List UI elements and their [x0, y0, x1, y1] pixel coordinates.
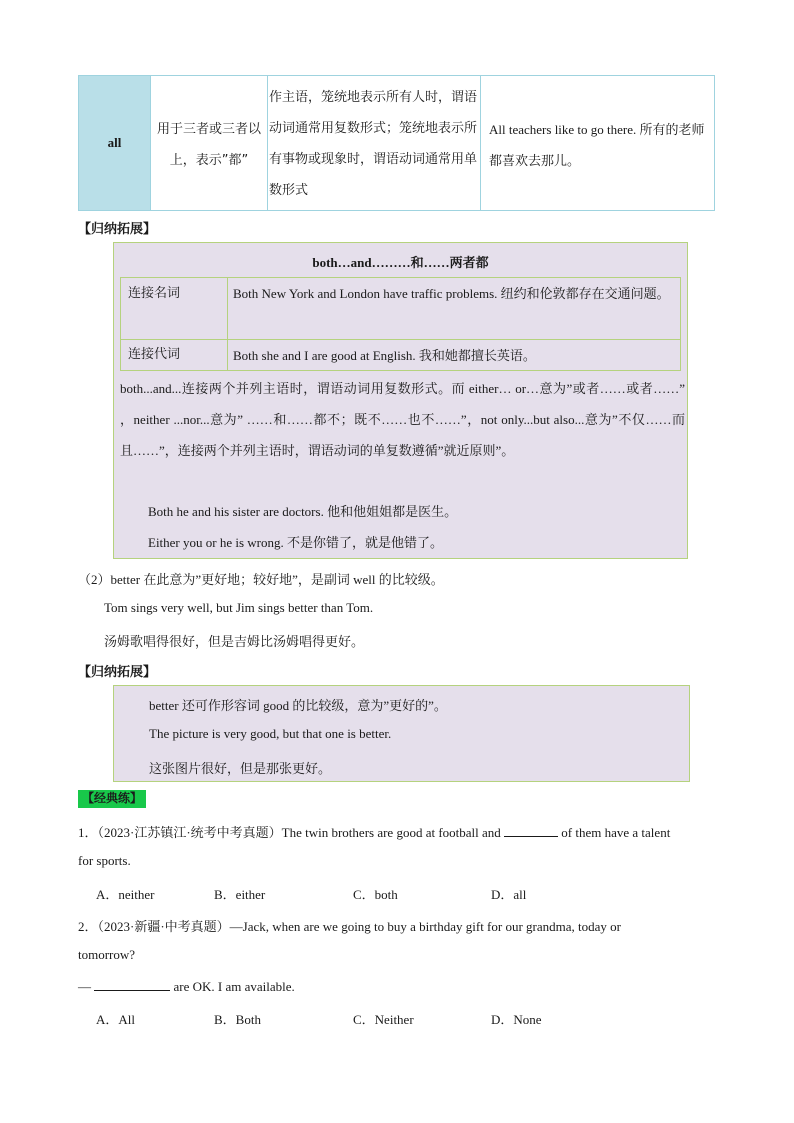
q2-option-b[interactable]: B．Both [214, 1012, 261, 1027]
example-sentence: Either you or he is wrong. 不是你错了，就是他错了。 [148, 535, 444, 550]
box-line: The picture is very good, but that one is better. [149, 726, 392, 741]
table-note-cell: 作主语，笼统地表示所有人时，谓语动词通常用复数形式；笼统地表示所有事物或现象时，谓语动词通常用单数形式 [268, 76, 481, 210]
q2-option-c[interactable]: C．Neither [353, 1012, 414, 1027]
table-example-cell: All teachers like to go there. 所有的老师都喜欢去那儿。 [489, 122, 705, 168]
point-2-example-en: Tom sings very well, but Jim sings better than Tom. [104, 600, 374, 615]
q1-option-a[interactable]: A．neither [96, 887, 155, 902]
section-tag-expand-2: 【归纳拓展】 [78, 665, 157, 680]
answer-blank[interactable] [504, 824, 558, 837]
dash: — [78, 979, 91, 994]
table-word-cell [79, 76, 151, 210]
practice-badge: 【经典练】 [78, 790, 146, 808]
box-line: better 还可作形容词 good 的比较级，意为”更好的”。 [149, 698, 447, 713]
question-1-stem-cont: for sports. [78, 853, 131, 868]
connect-table [120, 277, 681, 371]
answer-blank[interactable] [94, 978, 170, 991]
box-line: 这张图片很好，但是那张更好。 [149, 762, 332, 777]
grammar-explanation: both...and...连接两个并列主语时，谓语动词用复数形式。而 either… or…意为”或者……或者……” ，neither ...nor...意为” ……和……都不；既不……也不……”，not only...but also...意为”不仅……而且……”，连接两个并列主语时，谓语动词的单复数遵循”就近原则”。 [120, 381, 685, 458]
table-usage-cell: 用于三者或三者以上，表示”都” [151, 76, 268, 210]
question-stem-part: 1．（2023·江苏镇江·统考中考真题）The twin brothers are good at football and [78, 825, 501, 840]
question-2-stem-cont: tomorrow? [78, 947, 136, 962]
point-2-example-zh: 汤姆歌唱得很好，但是吉姆比汤姆唱得更好。 [104, 635, 365, 650]
question-2-answer-line [78, 978, 295, 995]
expand-box-both-and [113, 242, 688, 559]
point-2-text: （2）better 在此意为”更好地；较好地”，是副词 well 的比较级。 [78, 572, 444, 587]
question-2-stem: 2．（2023·新疆·中考真题）—Jack, when are we going to buy a birthday gift for our grandma, today or [78, 919, 621, 934]
row-text: Both she and I are good at English. 我和她都擅长英语。 [233, 348, 536, 363]
table-word: all [107, 135, 122, 150]
question-1-stem [78, 822, 670, 841]
question-stem-part: of them have a talent [561, 825, 671, 840]
example-sentence: Both he and his sister are doctors. 他和他姐姐都是医生。 [148, 504, 458, 519]
row-label: 连接代词 [121, 340, 228, 370]
q2-option-a[interactable]: A．All [96, 1012, 136, 1027]
box-title: both…and………和……两者都 [312, 255, 489, 270]
q2-option-d[interactable]: D．None [491, 1012, 542, 1027]
q1-option-b[interactable]: B．either [214, 887, 266, 902]
q1-option-d[interactable]: D．all [491, 887, 527, 902]
row-label: 连接名词 [121, 278, 228, 339]
table-row [121, 278, 680, 340]
section-tag-expand-1: 【归纳拓展】 [78, 222, 157, 237]
usage-table [78, 75, 715, 211]
expand-box-better [113, 685, 690, 782]
q1-option-c[interactable]: C．both [353, 887, 398, 902]
answer-suffix: are OK. I am available. [173, 979, 295, 994]
table-row [121, 340, 680, 370]
row-text: Both New York and London have traffic problems. 纽约和伦敦都存在交通问题。 [233, 286, 670, 301]
